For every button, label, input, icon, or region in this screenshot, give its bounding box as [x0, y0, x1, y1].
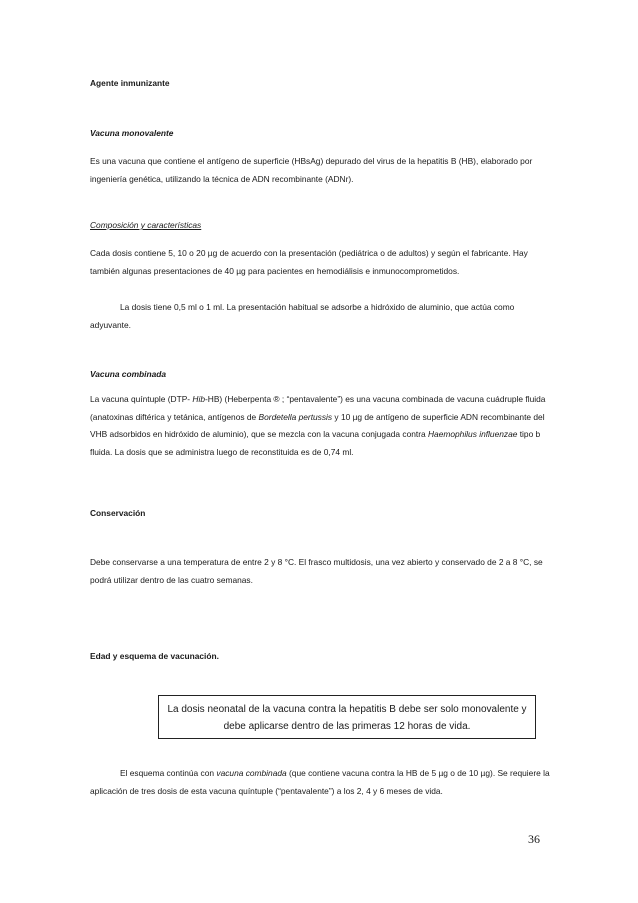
page-number: 36 [528, 832, 540, 846]
schedule-text-1: El esquema continúa con [120, 768, 217, 778]
heading-monovalent: Vacuna monovalente [90, 128, 174, 138]
paragraph-combined [90, 391, 550, 461]
combined-bordetella: Bordetella pertussis [258, 411, 333, 422]
paragraph-composition-2: La dosis tiene 0,5 ml o 1 ml. La presentación habitual se adsorbe a hidróxido de aluminio, que actúa como adyuvante. [90, 302, 515, 330]
paragraph-schedule [90, 765, 550, 800]
schedule-text-2: (que contiene vacuna contra la HB de 5 µg o de 10 µg). Se requiere la aplicación de tres dosis de esta vacuna quíntuple (“pentavalente”) a los 2, 4 y 6 meses de vida. [90, 768, 550, 796]
paragraph-conservation: Debe conservarse a una temperatura de entre 2 y 8 °C. El frasco multidosis, una vez abierto y conservado de 2 a 8 °C, se podrá utilizar dentro de las cuatro semanas. [90, 557, 543, 585]
callout-box: La dosis neonatal de la vacuna contra la hepatitis B debe ser solo monovalente y debe aplicarse dentro de las primeras 12 horas de vida. [158, 695, 536, 739]
heading-schedule: Edad y esquema de vacunación. [90, 651, 219, 661]
heading-composition: Composición y características [90, 220, 202, 230]
paragraph-composition-1: Cada dosis contiene 5, 10 o 20 µg de acuerdo con la presentación (pediátrica o de adultos) y según el fabricante. Hay también algunas presentaciones de 40 µg para pacientes en hemodiálisis e inmunocomprometidos. [90, 248, 528, 276]
heading-combined: Vacuna combinada [90, 369, 167, 379]
combined-text-2: -HB) (Heberpenta ® ; “pentavalente”) es una vacuna combinada de vacuna cuádruple fluida (anatoxinas diftérica y tetánica, antígenos de [90, 394, 546, 422]
combined-text-1: La vacuna quíntuple (DTP- [90, 394, 193, 404]
combined-text-4: tipo b fluida. La dosis que se administra luego de reconstituida es de 0,74 ml. [90, 429, 541, 457]
combined-text-3: y 10 µg de antígeno de superficie ADN recombinante del VHB adsorbidos en hidróxido de aluminio), que se mezcla con la vacuna conjugada contra [90, 411, 545, 439]
combined-hib: Hib [192, 394, 205, 404]
paragraph-monovalent: Es una vacuna que contiene el antígeno de superficie (HBsAg) depurado del virus de la hepatitis B (HB), elaborado por ingeniería genética, utilizando la técnica de ADN recombinante (ADNr). [90, 156, 533, 184]
heading-agent: Agente inmunizante [90, 78, 170, 88]
heading-conservation: Conservación [90, 508, 146, 518]
schedule-combined-ref: vacuna combinada [216, 768, 287, 778]
combined-haemophilus: Haemophilus influenzae [428, 429, 518, 439]
